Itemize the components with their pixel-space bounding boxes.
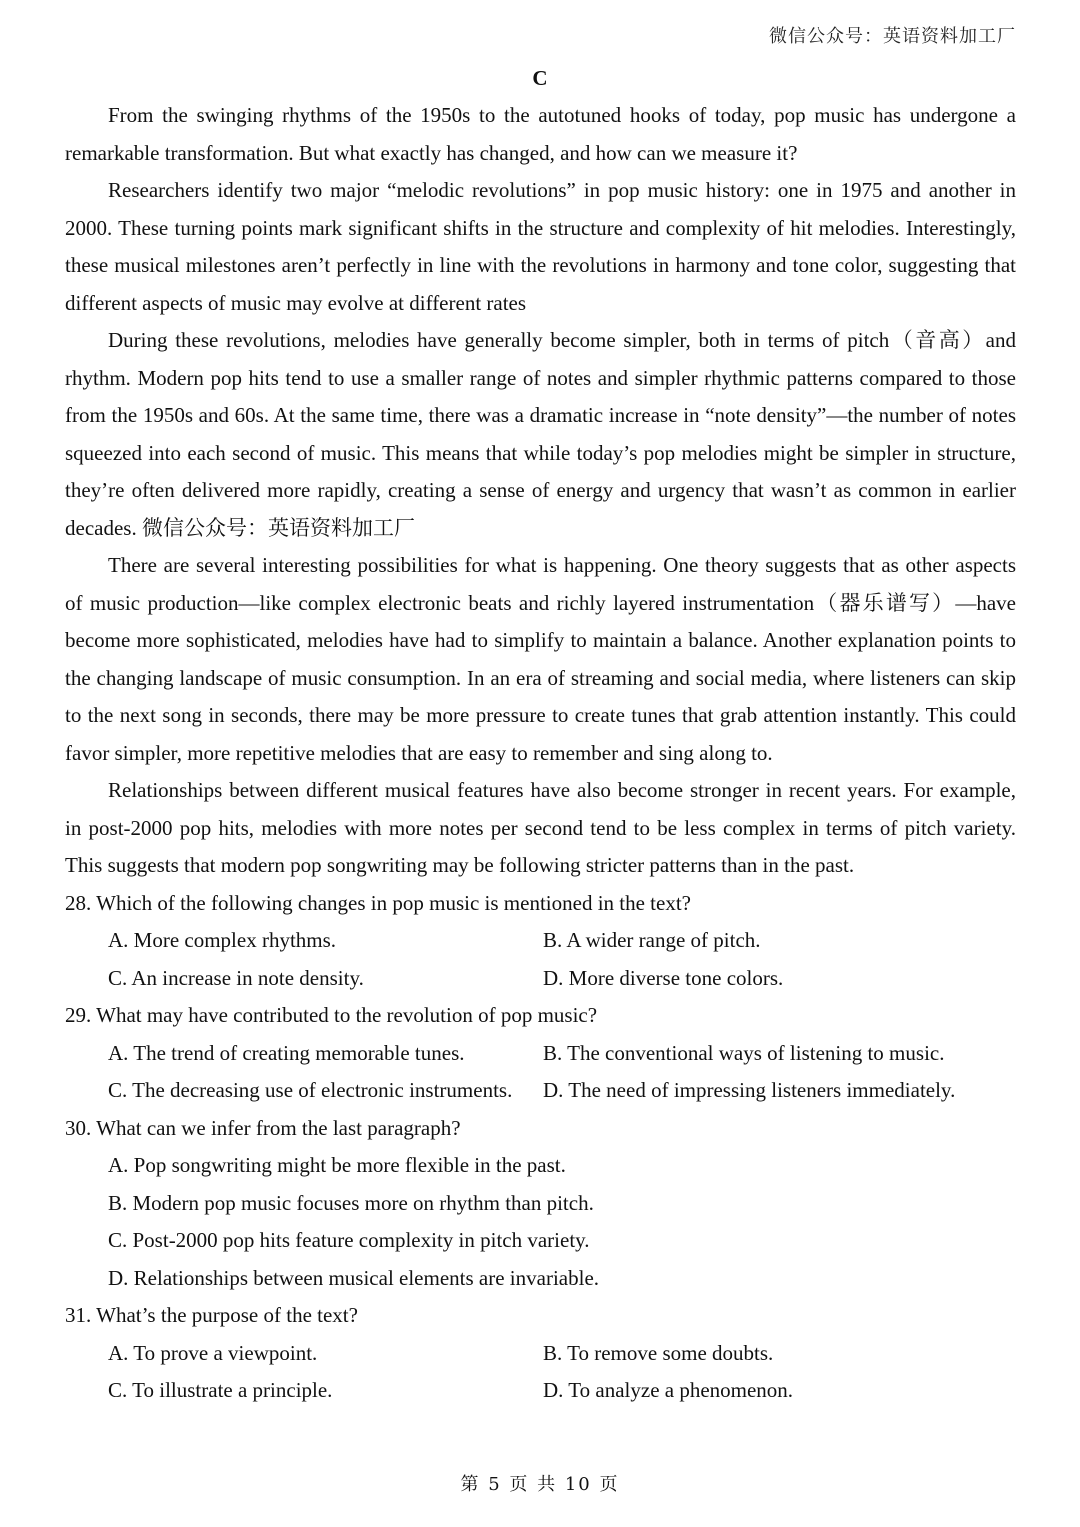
option-d[interactable]: D. To analyze a phenomenon. [543,1378,794,1402]
option-a[interactable]: A. More complex rhythms. [108,928,337,952]
question-stem: 28. Which of the following changes in pop music is mentioned in the text? [65,890,691,915]
question-30 [65,1110,1016,1298]
question-stem: 31. What’s the purpose of the text? [65,1303,358,1327]
page-header-watermark: 微信公众号：英语资料加工厂 [769,26,1016,47]
option-a[interactable]: A. Pop songwriting might be more flexible in the past. [108,1153,566,1177]
question-stem: 29. What may have contributed to the revolution of pop music? [65,1003,598,1027]
option-list [65,1035,1016,1110]
option-c[interactable]: C. An increase in note density. [108,965,364,990]
question-28 [65,885,1016,998]
option-b[interactable]: B. To remove some doubts. [543,1340,774,1365]
paragraph-2: Researchers identify two major “melodic revolutions” in pop music history: one in 1975 and another in 2000. These turning points mark significant shifts in the structure and complexity of hit melodies. Interestingly, these musical milestones aren’t perfectly in line with the revolutions in harmony and tone color, suggesting that different aspects of music may evolve at different rates [65,178,1016,315]
question-stem: 30. What can we infer from the last paragraph? [65,1115,461,1140]
option-a[interactable]: A. To prove a viewpoint. [108,1340,318,1365]
option-b[interactable]: B. A wider range of pitch. [543,928,761,952]
option-list [65,1335,1016,1410]
paragraph-3: During these revolutions, melodies have generally become simpler, both in terms of pitch（音高）and rhythm. Modern pop hits tend to use a smaller range of notes and simpler rhythmic patterns compared to those from the 1950s and 60s. At the same time, there was a dramatic increase in “note density”—the number of notes squeezed into each second of music. This means that while today’s pop melodies might be simpler in structure, they’re often delivered more rapidly, creating a sense of energy and urgency that wasn’t as common in earlier decades. 微信公众号：英语资料加工厂 [65,328,1016,540]
paragraph-4: There are several interesting possibilities for what is happening. One theory suggests that as other aspects of music production—like complex electronic beats and richly layered instrumentation（器乐谱写）—have become more sophisticated, melodies have had to simplify to maintain a balance. Another explanation points to the changing landscape of music consumption. In an era of streaming and social media, where listeners can skip to the next song in seconds, there may be more pressure to create tunes that grab attention instantly. This could favor simpler, more repetitive melodies that are easy to remember and sing along to. [65,553,1016,765]
option-c[interactable]: C. Post-2000 pop hits feature complexity in pitch variety. [108,1228,590,1252]
document-body [65,97,1016,1410]
option-list [65,922,1016,997]
option-d[interactable]: D. Relationships between musical elements are invariable. [108,1265,600,1290]
option-a[interactable]: A. The trend of creating memorable tunes. [108,1040,465,1065]
option-c[interactable]: C. The decreasing use of electronic instruments. [108,1078,513,1102]
option-d[interactable]: D. More diverse tone colors. [543,965,784,990]
section-title: C [532,66,548,90]
page-number-footer: 第 5 页 共 10 页 [460,1474,620,1495]
option-b[interactable]: B. The conventional ways of listening to music. [543,1040,945,1065]
option-list [65,1147,1016,1297]
option-c[interactable]: C. To illustrate a principle. [108,1378,333,1402]
option-d[interactable]: D. The need of impressing listeners immediately. [543,1078,956,1102]
question-29 [65,997,1016,1110]
paragraph-5: Relationships between different musical features have also become stronger in recent years. For example, in post-2000 pop hits, melodies with more notes per second tend to be less complex in terms of pitch variety. This suggests that modern pop songwriting may be following stricter patterns than in the past. [65,778,1016,877]
option-b[interactable]: B. Modern pop music focuses more on rhythm than pitch. [108,1190,594,1215]
paragraph-1: From the swinging rhythms of the 1950s to the autotuned hooks of today, pop music has undergone a remarkable transformation. But what exactly has changed, and how can we measure it? [65,103,1016,165]
question-31 [65,1297,1016,1410]
